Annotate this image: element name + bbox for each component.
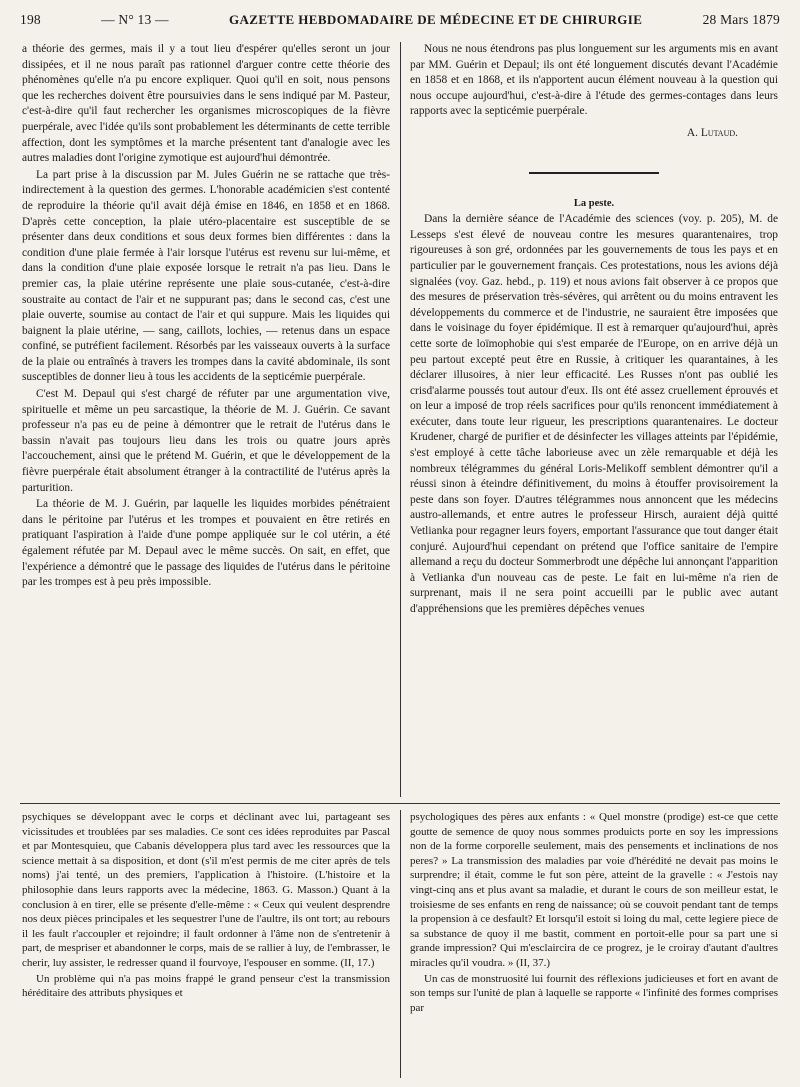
page-number: 198 (20, 12, 41, 27)
column-divider (400, 810, 401, 1078)
paragraph: Un cas de monstruosité lui fournit des réflexions judicieuses et fort en avant de son temps sur l'unité de plan à laquelle se rapporte « l'infinité des formes comprises par (410, 972, 778, 1014)
paragraph: Nous ne nous étendrons pas plus longuement sur les arguments mis en avant par MM. Guérin et Depaul; ils ont été longuement discutés devant l'Académie en 1858 et en 1868, et ils n'apportent aucun élément nouveau à la question qui nous occupe aujourd'hui, c'est-à-dire à l'étude des germes-contages dans leurs rapports avec la septicémie puerpérale. (410, 43, 778, 118)
author-signature: A. Lutaud. (686, 126, 738, 139)
column-bottom-left (22, 810, 390, 1078)
paragraph: a théorie des germes, mais il y a tout lieu d'espérer qu'elles seront un jour dissipées, et il ne nous paraît pas rationnel d'arguer contre cette théorie des phénomènes qu'elle n'a pu encore expliquer. Quoi qu'il en soit, nous pensons que les recherches doivent être poursuivies dans le sens indiqué par M. Pasteur, c'est-à-dire qu'il faut rechercher les organismes microscopiques de la fièvre puerpérale, avec l'idée qu'ils sont probablement les déterminants de cette terrible affection, dont les symptômes et la marche présentent tant d'analogie avec les autres maladies dont l'origine zymotique est aujourd'hui démontrée. (22, 43, 390, 165)
section-divider (529, 172, 659, 174)
paragraph: psychologiques des pères aux enfants : « Quel monstre (prodige) est-ce que cette goutte de semence de quoy nous sommes produicts porte en soy les impressions non de la forme corporelle seulement, mais des pensements et inclinations de nos peres? » La transmission des maladies par voie d'hérédité ne devait pas moins le surprendre; il était, comme le fut son père, atteint de la gravelle : « J'estois nay vingt-cinq ans et plus avant sa maladie, et durant le cours de son meilleur estat, le troisiesme de ses enfants en reng de naissance; où se couvoit pendant tant de temps la propension à ce desfault? Et lorsqu'il estoit si loing du mal, cette legiere piece de sa substance de quoy il me bastit, comment en portoit-elle pour sa part une si grande impression? Qui m'esclaircira de ce progrez, je le croiray d'autant d'aultres miracles qu'il voudra. » (II, 37.) (410, 811, 778, 969)
column-bottom-right (410, 810, 778, 1078)
paragraph: La théorie de M. J. Guérin, par laquelle les liquides morbides pénétraient dans le péritoine par l'utérus et les trompes et pouvaient en être retirés en pratiquant l'aspiration à l'aide d'une pompe appliquée sur le col utérin, a été également réfutée par M. Depaul avec le même succès. On sait, en effet, que l'expérience a démontré que le passage des liquides de l'utérus dans le péritoine par les trompes est à peu près impossible. (22, 498, 390, 589)
paragraph: Un problème qui n'a pas moins frappé le grand penseur c'est la transmission héréditaire des attributs physiques et (22, 972, 390, 1000)
issue-date: 28 Mars 1879 (702, 12, 780, 27)
column-top-left (22, 42, 390, 797)
paragraph: La part prise à la discussion par M. Jules Guérin ne se rattache que très-indirectement à la question des germes. L'honorable académicien s'est contenté de reproduire la théorie qu'il avait déjà émise en 1846, en 1858 et en 1868. D'après cette conception, la plaie utéro-placentaire est susceptible de se présenter dans deux conditions et sous deux formes bien différentes : dans la condition d'une plaie fermée à l'air lorsque l'utérus est revenu sur lui-même, et dans la condition d'une plaie exposée lorsque le retrait n'a pas lieu. Dans le premier cas, la plaie utérine représente une plaie sous-cutanée, c'est-à-dire soustraite au contact de l'air et ne suppurant pas; dans le second cas, c'est une plaie ouverte, soumise au contact de l'air et qui suppure. Mais les liquides qui baignent la plaie utérine, — sang, caillots, lochies, — retenus dans un espace confiné, se putréfient facilement. Résorbés par les vaisseaux ouverts à la surface de la plaie ou entraînés à travers les trompes dans la cavité abdominale, ils sont susceptibles de donner lieu à tous les accidents de la septicémie puerpérale. (22, 168, 390, 384)
column-divider (400, 42, 401, 797)
column-top-right (410, 42, 778, 797)
issue-number: — N° 13 — (101, 12, 169, 27)
paragraph: C'est M. Depaul qui s'est chargé de réfuter par une argumentation vive, spirituelle et même un peu sarcastique, la théorie de M. J. Guérin. Ce savant professeur n'a pas eu de peine à démontrer que le retrait de l'utérus dans le bassin n'avait pas toujours lieu dans les trois ou quatre jours après l'accouchement, ainsi que le prétend M. Guérin, et que le développement de la fièvre puerpérale était absolument étranger à la contractilité de l'utérus après la parturition. (22, 388, 390, 494)
section-title: La peste. (573, 197, 615, 209)
journal-title: GAZETTE HEBDOMADAIRE DE MÉDECINE ET DE CHIRURGIE (228, 12, 643, 27)
page-header (20, 12, 780, 36)
paragraph: psychiques se développant avec le corps et déclinant avec lui, partageant ses vicissitudes et troublées par ses maladies. Ce sont ces idées reproduites par Pascal et par Montesquieu, que Cabanis développera plus tard avec les ressources que la science mettait à sa disposition, et dont (s'il m'est permis de me citer après de tels noms) j'ai tenté, un des premiers, l'application à l'histoire. (L'histoire et la philosophie dans leurs rapports avec la médecine, 1863. G. Masson.) Quant à la conclusion à en tirer, elle se présente d'elle-même : « Ceux qui veulent desprendre nos deux pièces principales et les sequestrer l'une de l'aultre, ils ont tort; au rebours il les fault r'accoupler et rejoindre; il fault ordonner à l'âme non de s'entretenir à part, de mespriser et abandonner le corps, mais de se rallier à luy, de l'embrasser, le cherir, luy assister, le redresser quand il fourvoye, l'espouser en somme. (II, 17.) (22, 811, 390, 969)
paragraph: Dans la dernière séance de l'Académie des sciences (voy. p. 205), M. de Lesseps s'est élevé de nouveau contre les mesures quarantenaires, trop rigoureuses à son gré, ordonnées par les gouvernements de tous les pays et en particulier par le gouvernement français. Ces protestations, nous les avions déjà signalées (voy. Gaz. hebd., p. 119) et nous avions fait observer à ce propos que des mesures de préservation très-sévères, qui arrêtent ou du moins entravent les développements du commerce et de l'industrie, ne sauraient être imposées que dans le voisinage du foyer épidémique. Il est à remarquer qu'aujourd'hui, après cette sorte de loïmophobie qui s'est emparée de l'Europe, on en arrive déjà un peu partout excepté peut être en Russie, à critiquer les quarantaines, à les déclarer illusoires, à nier leur efficacité. Les Russes n'ont pas oublié les crisd'alarme poussés tout autour d'eux. Ils ont été assez cruellement éprouvés et on leur a imposé de trop réels sacrifices pour qu'ils renoncent immédiatement à exécuter, dans toute leur rigueur, les prescriptions quarantenaires. Le docteur Krudener, chargé de purifier et de désinfecter les villages atteints par l'épidémie, s'est employé à cette tâche laborieuse avec un zèle remarquable et déjà les nombreux télégrammes du général Loris-Melikoff semblent démontrer qu'il a réussi sinon à éteindre définitivement, du moins à étouffer provisoirement la peste dans son foyer. D'autres télégrammes nous annoncent que les médecins austro-allemands, et entre autres le professeur Hirsch, auraient déjà quitté Vetlianka pour regagner leurs foyers, emportant l'assurance que tout danger était conjuré. Aujourd'hui cependant on prétend que l'office sanitaire de l'empire allemand a reçu du docteur Sommerbrodt une dépêche lui annonçant l'apparition à Vetlianka d'un nouveau cas de peste. Le fait en lui-même n'a rien de surprenant, mais il ne sera point accueilli par le public avec autant d'appréhensions que les premières dépêches venues (410, 213, 778, 615)
horizontal-divider (20, 803, 780, 804)
